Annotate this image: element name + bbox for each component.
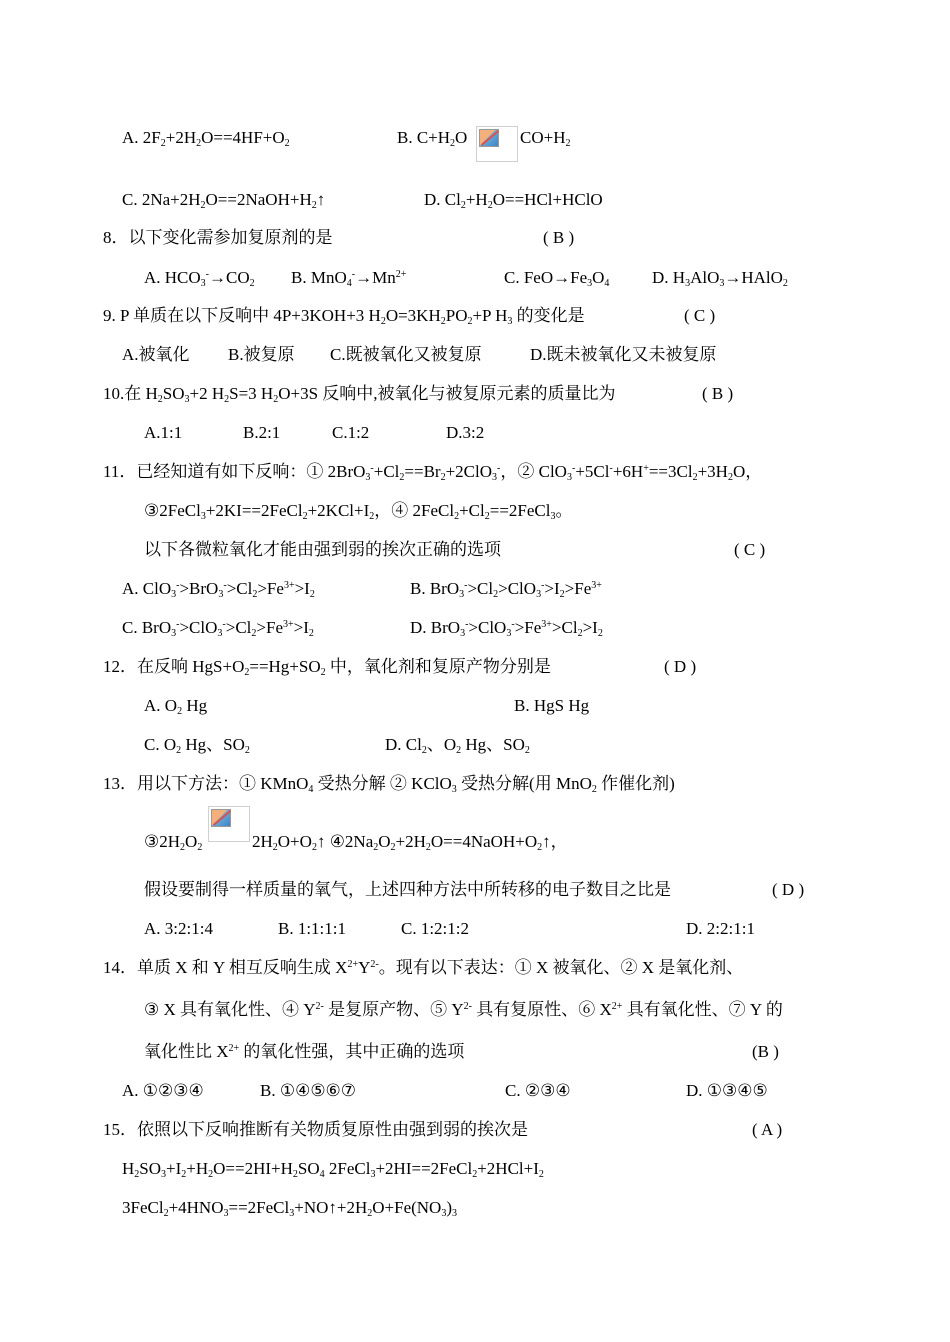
q9-answer: ( C )	[684, 306, 716, 325]
q12-answer: ( D )	[664, 657, 697, 676]
q14-line-2: ③ X 具有氧化性、④ $Y^{2-}$ 是复原产物、⑤ $Y^{2-}$ 具有复原性、⑥ $X^{2+}$ 具有氧化性、⑦ Y 的	[144, 1000, 783, 1019]
q7-option-c: C. $2Na+2H_2O==2NaOH+H_2↑$	[122, 190, 326, 211]
q11-option-c: C. $BrO_3^->ClO_3^->Cl_2>Fe^{3+}>I_2$	[122, 618, 314, 639]
q13-option-a: A. 3:2:1:4	[144, 919, 213, 938]
q14-line-1: 14．单质 X 和 Y 相互反响生成 $X^{2+}Y^{2-}$。现有以下表达：① X 被氧化、② X 是氧化剂、	[103, 958, 744, 977]
q11-line-1: 11．已经知道有如下反响：① $2BrO_3^-+Cl_2==Br_2+2ClO_3^-$，② $ClO_3^-+5Cl^-+6H^+==3Cl_2+3H_2O$，	[103, 462, 763, 483]
q10-stem: 10.在 $H_2SO_3+2$ $H_2S=3$ $H_2O+3S$ 反响中,被氧化与被复原元素的质量比为	[103, 384, 616, 405]
q10-option-b: B.2:1	[243, 423, 281, 442]
q8-option-c: C. $FeO\to Fe_3O_4$	[504, 268, 610, 289]
q12-option-a: A. $O_2$ Hg	[144, 696, 208, 717]
q9-option-b: B.被复原	[228, 345, 295, 364]
q15-reaction-line-2: $3FeCl_2+4HNO_3==2FeCl_3+NO↑+2H_2O+Fe(NO_3)_3$	[122, 1198, 458, 1219]
q13-option-b: B. 1:1:1:1	[278, 919, 347, 938]
q13-option-c: C. 1:2:1:2	[401, 919, 470, 938]
q9-stem: 9. P 单质在以下反响中 4P+3KOH+3 $H_2O=3KH_2PO_2+P$ $H_3$ 的变化是	[103, 306, 585, 327]
q7-option-a: A. $2F_2+2H_2O==4HF+O_2$	[122, 128, 290, 149]
broken-image-icon	[476, 126, 518, 162]
q10-option-c: C.1:2	[332, 423, 370, 442]
q14-option-d: D. ①③④⑤	[686, 1081, 768, 1100]
q14-option-a: A. ①②③④	[122, 1081, 204, 1100]
q10-option-a: A.1:1	[144, 423, 183, 442]
broken-image-icon	[208, 806, 250, 842]
q11-option-a: A. $ClO_3^->BrO_3^->Cl_2>Fe^{3+}>I_2$	[122, 579, 315, 600]
q9-option-d: D.既未被氧化又未被复原	[530, 345, 717, 364]
q13-line-1: 13．用以下方法：① KMnO$_4$ 受热分解 ② KClO$_3$ 受热分解(用 MnO$_2$ 作催化剂)	[103, 774, 675, 795]
q14-answer: (B )	[752, 1042, 779, 1061]
q9-option-c: C.既被氧化又被复原	[330, 345, 482, 364]
q11-option-d: D. $BrO_3^->ClO_3^->Fe^{3+}>Cl_2>I_2$	[410, 618, 603, 639]
q15-answer: ( A )	[752, 1120, 783, 1139]
q7-option-d: D. $Cl_2+H_2O==HCl+HClO$	[424, 190, 603, 211]
q13-line-3: 假设要制得一样质量的氧气，上述四种方法中所转移的电子数目之比是	[144, 880, 671, 899]
q7-option-b-products: $CO+H_2$	[520, 128, 571, 149]
q14-option-b: B. ①④⑤⑥⑦	[260, 1081, 357, 1100]
q8-option-a: A. $HCO_3^-\to CO_2$	[144, 268, 255, 289]
q15-stem: 15．依照以下反响推断有关物质复原性由强到弱的挨次是	[103, 1120, 528, 1139]
q13-line-2-products: $2H_2O+O_2↑$ $④2Na_2O_2+2H_2O==4NaOH+O_2↑$，	[252, 832, 568, 853]
q11-line-2: $③2FeCl_3+2KI==2FeCl_2+2KCl+I_2$，④ $2FeCl_2+Cl_2==2FeCl_3$。	[144, 501, 573, 522]
q12-stem: 12．在反响 $HgS+O_2==Hg+SO_2$ 中，氧化剂和复原产物分别是	[103, 657, 551, 678]
q13-option-d: D. 2:2:1:1	[686, 919, 755, 938]
q13-line-2: $③2H_2O_2$	[144, 832, 203, 853]
q8-stem: 8．以下变化需参加复原剂的是	[103, 228, 333, 247]
q10-option-d: D.3:2	[446, 423, 485, 442]
q8-option-b: B. $MnO_4^-\to Mn^{2+}$	[291, 268, 407, 289]
q12-option-d: D. $Cl_2$、$O_2$ Hg、$SO_2$	[385, 735, 530, 756]
q15-reaction-line-1: $H_2SO_3+I_2+H_2O==2HI+H_2SO_4$ $2FeCl_3+2HI==2FeCl_2+2HCl+I_2$	[122, 1159, 544, 1180]
q14-line-3: 氧化性比 $X^{2+}$ 的氧化性强，其中正确的选项	[144, 1042, 465, 1061]
q10-answer: ( B )	[702, 384, 734, 403]
q11-answer: ( C )	[734, 540, 766, 559]
q9-option-a: A.被氧化	[122, 345, 190, 364]
q8-answer: ( B )	[543, 228, 575, 247]
q12-option-c: C. $O_2$ Hg、$SO_2$	[144, 735, 250, 756]
q12-option-b: B. HgS Hg	[514, 696, 590, 715]
q7-option-b: B. $C+H_2O$	[397, 128, 468, 149]
q8-option-d: D. $H_3AlO_3\to HAlO_2$	[652, 268, 788, 289]
q13-answer: ( D )	[772, 880, 805, 899]
q11-line-3: 以下各微粒氧化才能由强到弱的挨次正确的选项	[144, 540, 501, 559]
q11-option-b: B. $BrO_3^->Cl_2>ClO_3^->I_2>Fe^{3+}$	[410, 579, 602, 600]
q14-option-c: C. ②③④	[505, 1081, 571, 1100]
